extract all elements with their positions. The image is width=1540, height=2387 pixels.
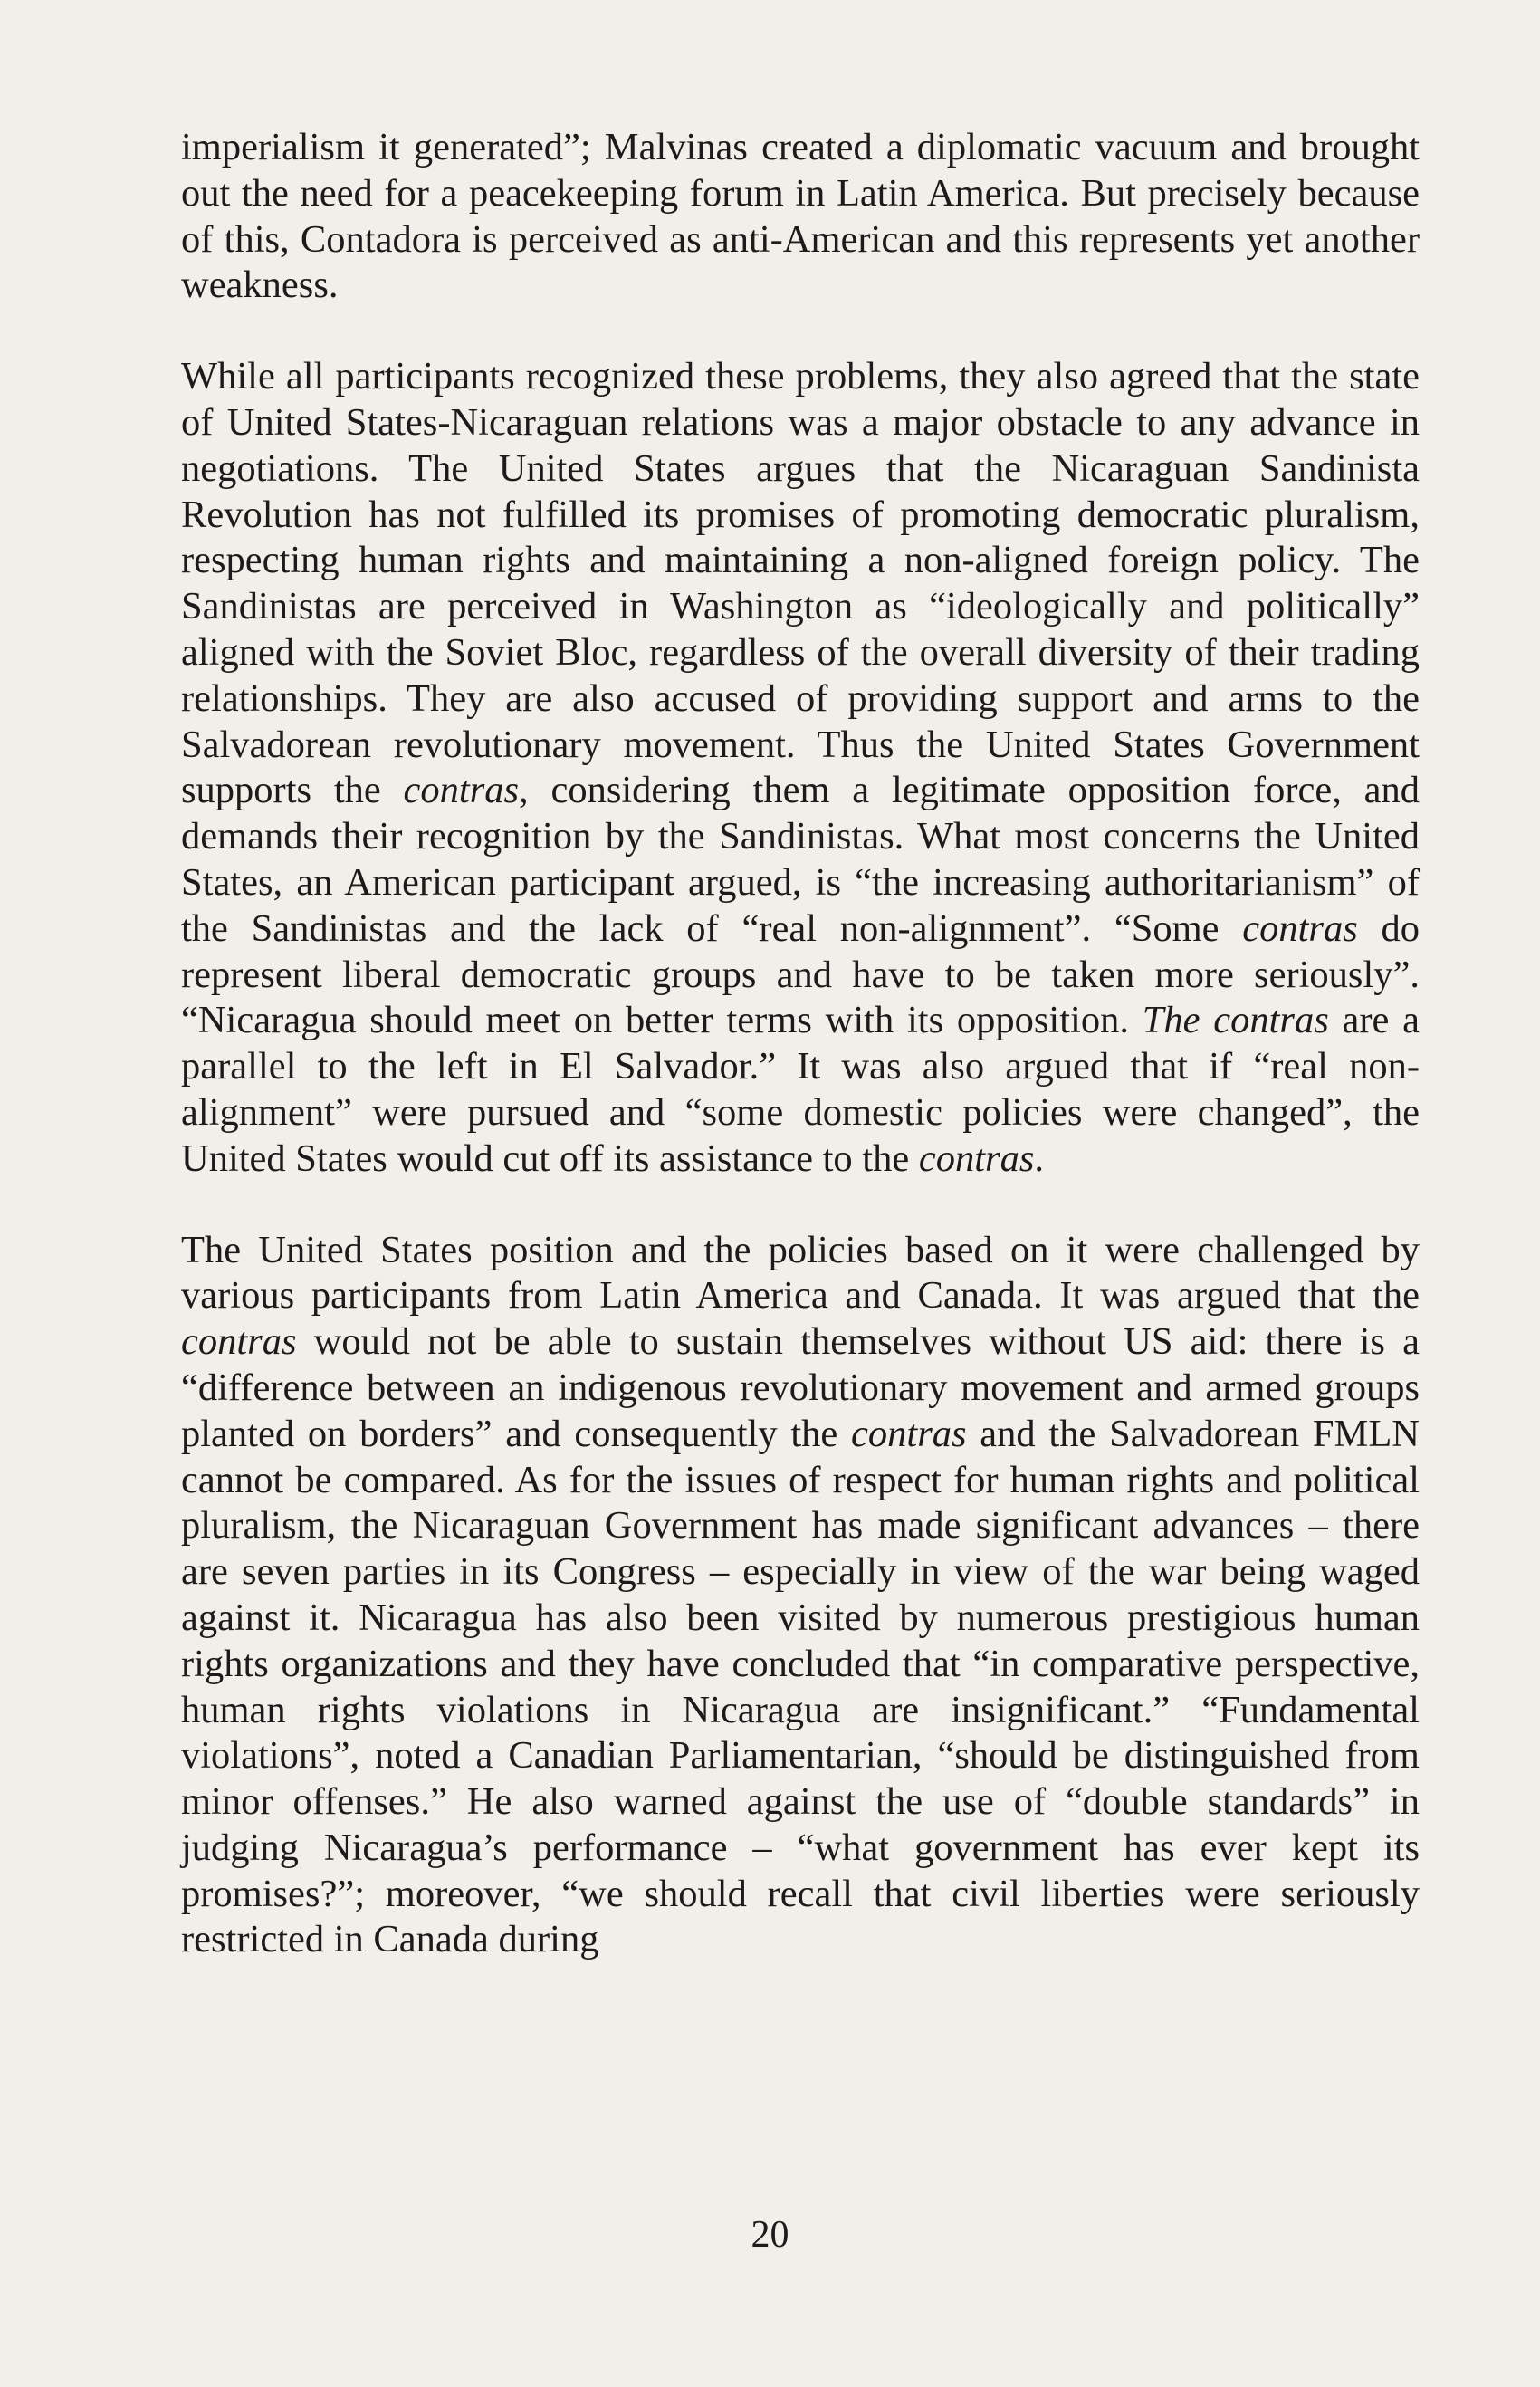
page-number: 20 <box>751 2214 789 2256</box>
paragraph-text: The United States position and the policies based on it were challenged by various participants from Latin America and Canada. It was argued that the <box>181 1228 1420 1318</box>
paragraph <box>181 125 1420 309</box>
italic-text: contras <box>1242 906 1358 950</box>
paragraph-text: would not be able to sustain themselves without US aid: there is a “difference between an indigenous revolutionary movement and armed groups planted on borders” and consequently the <box>181 1320 1420 1455</box>
paragraph-text: , considering them a legitimate opposition force, and demands their recognition by the Sandinistas. What most concerns the United States, an American participant argued, is “the increasing authoritarianism” of the Sandinistas and the lack of “real non-alignment”. “Some <box>181 769 1420 950</box>
italic-text: contras <box>918 1136 1035 1180</box>
paragraph-text: . <box>1034 1136 1044 1180</box>
italic-text: contras <box>181 1320 297 1364</box>
paragraph-text: do represent liberal democratic groups and have to be taken more seriously”. “Nicaragua should meet on better terms with its opposition. <box>181 906 1420 1042</box>
italic-text: contras <box>403 769 520 812</box>
italic-text: contras <box>851 1412 967 1455</box>
paragraph-text: While all participants recognized these problems, they also agreed that the state of United States-Nicaraguan relations was a major obstacle to any advance in negotiations. The United States argues that the Nicaraguan Sandinista Revolution has not fulfilled its promises of promoting democratic pluralism, respecting human rights and maintaining a non-aligned foreign policy. The Sandinistas are perceived in Washington as “ideologically and politically” aligned with the Soviet Bloc, regardless of the overall diversity of their trading relationships. They are also accused of providing support and arms to the Salvadorean revolutionary movement. Thus the United States Government supports the <box>181 355 1420 812</box>
paragraph-text: imperialism it generated”; Malvinas created a diplomatic vacuum and brought out the need for a peacekeeping forum in Latin America. But precisely because of this, Contadora is perceived as anti-American and this represents yet another weakness. <box>181 126 1420 307</box>
paragraph-text: and the Salvadorean FMLN cannot be compared. As for the issues of respect for human rights and political pluralism, the Nicaraguan Government has made significant advances – there are seven parties in its Congress – especially in view of the war being waged against it. Nicaragua has also been visited by numerous prestigious human rights organizations and they have concluded that “in comparative perspective, human rights violations in Nicaragua are insignificant.” “Fundamental violations”, noted a Canadian Parliamentarian, “should be distinguished from minor offenses.” He also warned against the use of “double standards” in judging Nicaragua’s performance – “what government has ever kept its promises?”; moreover, “we should recall that civil liberties were seriously restricted in Canada during <box>181 1412 1420 1961</box>
paragraph-text: are a parallel to the left in El Salvador.” It was also argued that if “real non-alignment” were pursued and “some domestic policies were changed”, the United States would cut off its assistance to the <box>181 999 1420 1180</box>
paragraph <box>181 1228 1420 1964</box>
paragraph <box>181 354 1420 1182</box>
page-body <box>181 125 1420 1963</box>
italic-text: The contras <box>1142 999 1329 1042</box>
